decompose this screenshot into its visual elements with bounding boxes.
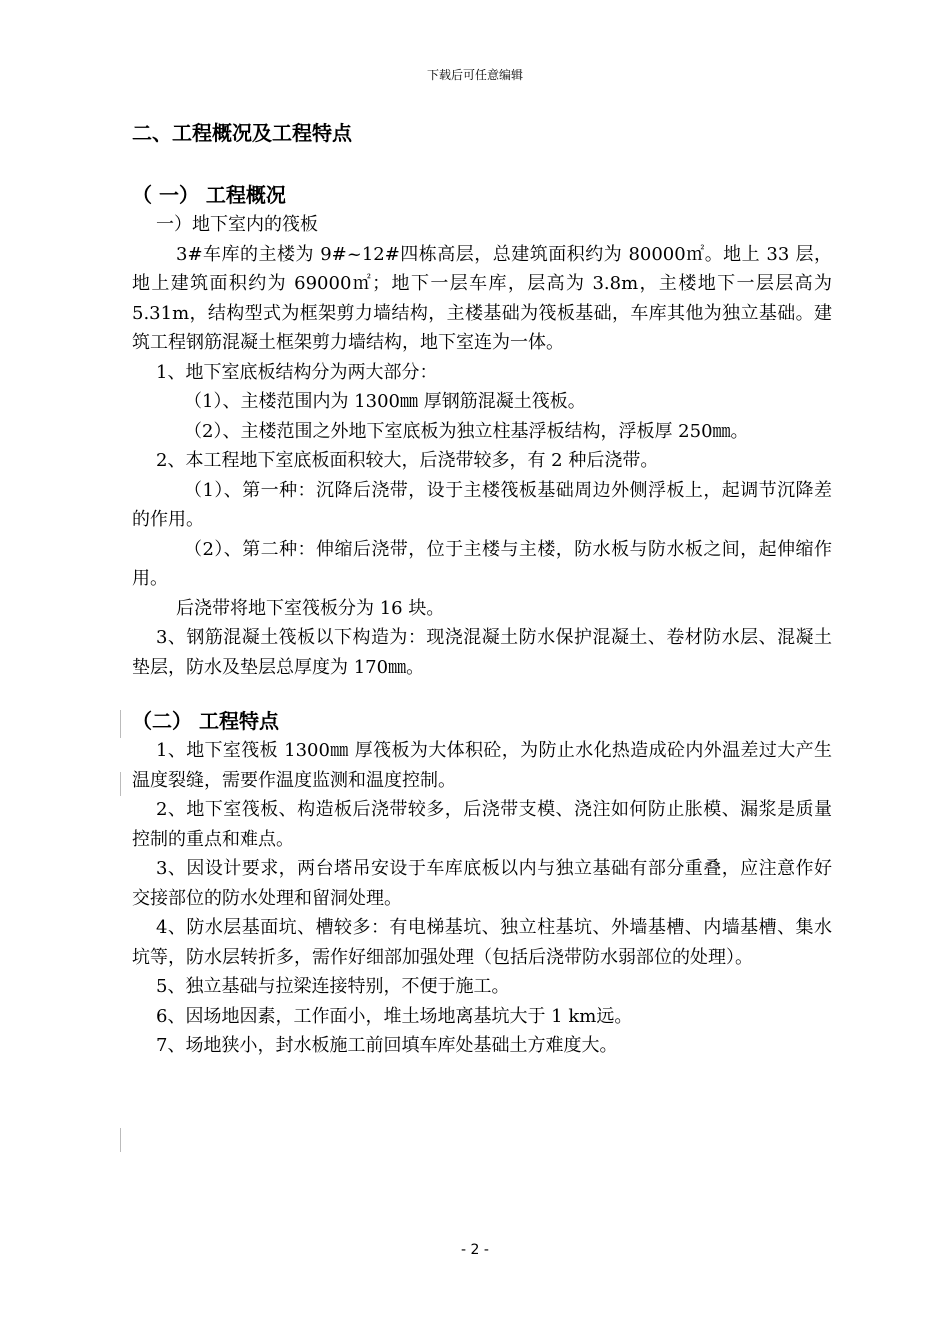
overview-heading: （ 一） 工程概况	[132, 183, 286, 207]
features-item: 6、因场地因素，工作面小，堆土场地离基坑大于 1 km远。	[156, 1005, 633, 1027]
overview-item-1-2: （2）、主楼范围之外地下室底板为独立柱基浮板结构，浮板厚 250㎜。	[184, 420, 749, 442]
document-body	[132, 118, 832, 1061]
section-title: 二、工程概况及工程特点	[132, 121, 352, 145]
page-number: - 2 -	[461, 1242, 489, 1258]
features-heading: （二） 工程特点	[132, 709, 279, 733]
header-note: 下载后可任意编辑	[426, 68, 523, 82]
overview-intro: 3#车库的主楼为 9#~12#四栋高层，总建筑面积约为 80000㎡。地上 33 层，地上建筑面积约为 69000㎡；地下一层车库，层高为 3.8m，主楼地下一层层高为 5.31m，结构型式为框架剪力墙结构，主楼基础为筏板基础，车库其他为独立基础。建筑工程钢筋混凝土框架剪力墙结构，地下室连为一体。	[132, 243, 832, 353]
overview-item-3: 3、钢筋混凝土筏板以下构造为：现浇混凝土防水保护混凝土、卷材防水层、混凝土垫层，防水及垫层总厚度为 170㎜。	[132, 627, 832, 678]
overview-item-2-1: （1）、第一种：沉降后浇带，设于主楼筏板基础周边外侧浮板上，起调节沉降差的作用。	[132, 479, 832, 530]
overview-item-1: 1、地下室底板结构分为两大部分：	[156, 361, 438, 383]
features-item: 5、独立基础与拉梁连接特别，不便于施工。	[156, 976, 510, 997]
margin-bar	[120, 772, 121, 796]
features-item: 3、因设计要求，两台塔吊安设于车库底板以内与独立基础有部分重叠，应注意作好交接部位的防水处理和留洞处理。	[132, 858, 832, 909]
overview-subheading: 一）地下室内的筏板	[156, 214, 318, 235]
features-item: 7、场地狭小，封水板施工前回填车库处基础土方难度大。	[156, 1035, 618, 1056]
margin-bar	[120, 1128, 121, 1152]
overview-item-2-3: 后浇带将地下室筏板分为 16 块。	[176, 597, 445, 619]
features-item: 4、防水层基面坑、槽较多：有电梯基坑、独立柱基坑、外墙基槽、内墙基槽、集水坑等，防水层转折多，需作好细部加强处理（包括后浇带防水弱部位的处理）。	[132, 917, 832, 968]
features-item: 1、地下室筏板 1300㎜ 厚筏板为大体积砼，为防止水化热造成砼内外温差过大产生温度裂缝，需要作温度监测和温度控制。	[132, 740, 832, 791]
overview-item-2: 2、本工程地下室底板面积较大，后浇带较多，有 2 种后浇带。	[156, 450, 659, 471]
overview-item-2-2: （2）、第二种：伸缩后浇带，位于主楼与主楼，防水板与防水板之间，起伸缩作用。	[132, 538, 832, 589]
overview-item-1-1: （1）、主楼范围内为 1300㎜ 厚钢筋混凝土筏板。	[184, 391, 586, 412]
features-item: 2、地下室筏板、构造板后浇带较多，后浇带支模、浇注如何防止胀模、漏浆是质量控制的重点和难点。	[132, 799, 832, 850]
spacer	[132, 682, 832, 706]
margin-bar	[120, 710, 121, 738]
